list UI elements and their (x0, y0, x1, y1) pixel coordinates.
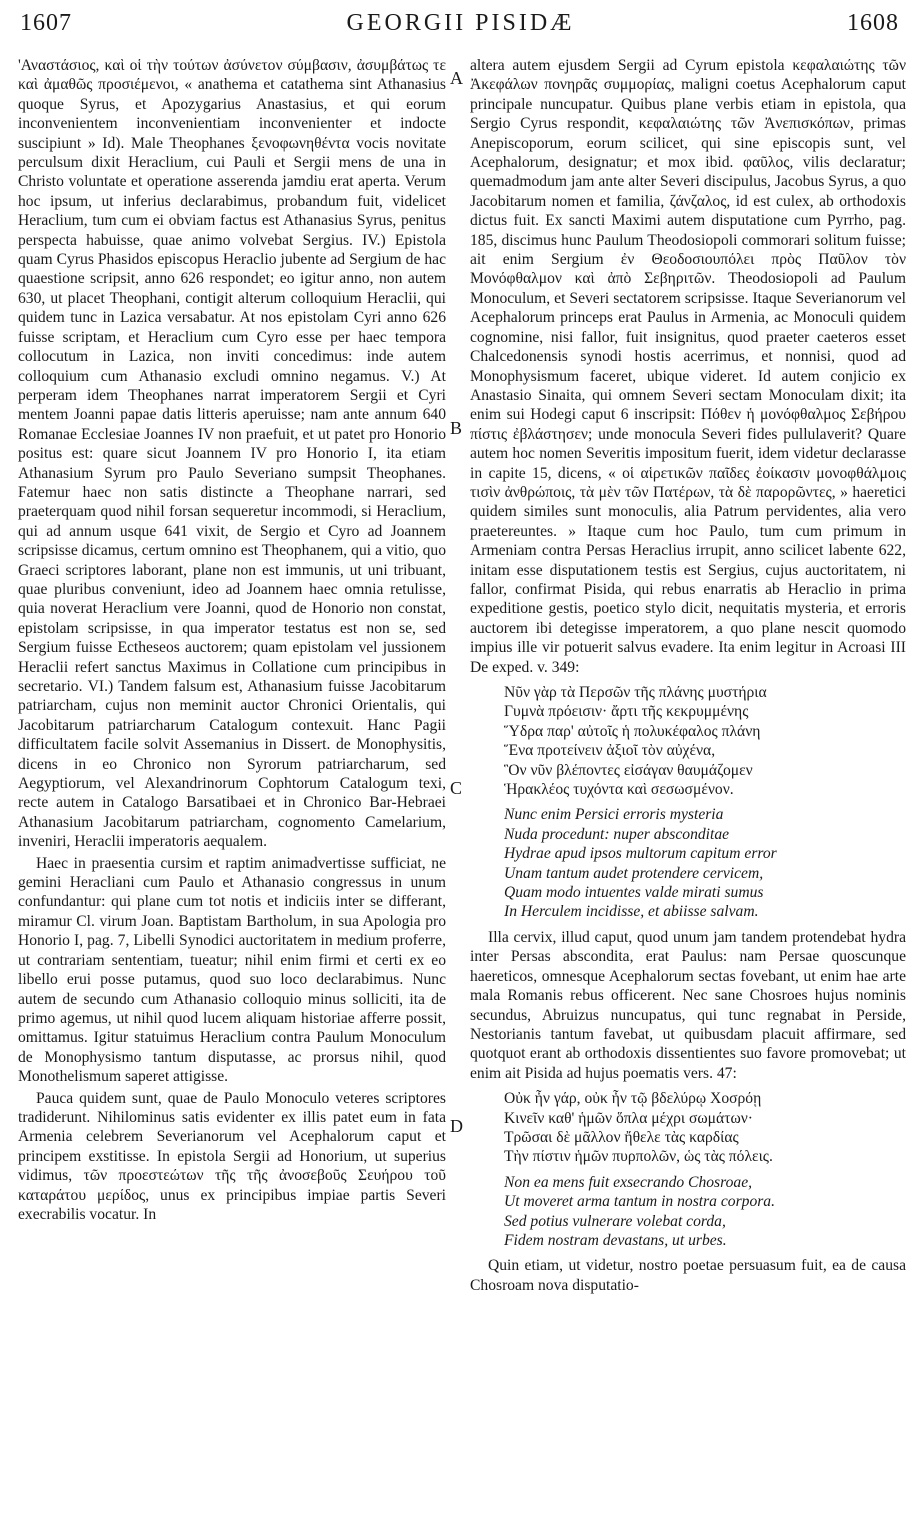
left-paragraph: Pauca quidem sunt, quae de Paulo Monoculo veteres scriptores tradiderunt. Nihilominus satis evidenter ex illis patet eum in fata Armenia celebrem Severianorum vel Acephalorum caput et principem exstitisse. In epistola Sergii ad Honorium, ut superius vidimus, τῶν προεστεώτων τῆς τῆς ἀνοσεβοῦς Σευήρου τοῦ καταράτου μερίδος, unus ex principibus impiae partis Severi execrabilis vocatur. In (18, 1089, 446, 1223)
verse-line: Ὕδρα παρ' αὐτοῖς ἡ πολυκέφαλος πλάνη (504, 722, 761, 740)
left-paragraph: 'Αναστάσιος, καὶ οἱ τὴν τούτων ἀσύνετον σύμβασιν, ἀσυμβάτως τε καὶ ἀμαθῶς προσιέμενοι, « anathema et catathema sint Athanasius quoque Syrus, et Apozygarius Anastasius, et qui eorum inconvenientem inconvenientiam inconvenienter et indocte suscipiunt » Id). Male Theophanes ξενοφωνηθέντα vocis novitate perculsum dixit Heraclium, cui Pauli et Sergii mens de una in Christo voluntate et operatione asserenda jamdiu erat aperta. Verum hoc ipsum, ut inferius declarabimus, probandum fuit, videlicet Heraclium, tum cum ei obviam factus est Athanasius Syrus, penitus perspecta habuisse, quae animo volvebat Sergius. IV.) Epistola quam Cyrus Phasidos episcopus Heraclio jubente ad Sergium de hac quaestione scripsit, anno 626 respondet; eo igitur anno, non autem 630, ut placet Theophani, contigit alterum colloquium Heraclii, qui quidem tunc in Lazica versabatur. At nos epistolam Cyri anno 626 fuisse scriptam, et Heraclium cum Cyro esse per haec tempora collocutum in Lazica, non inviti concedimus: inde autem colloquium cum Athanasio excludi omnino negamus. V.) At perperam idem Theophanes narrat imperatorem Sergii et Cyri mentem Joanni papae datis litteris aperuisse; nam ante annum 640 Romanae Ecclesiae Joannes IV non praefuit, et ut patet pro Honorio positus est: quare sicut Joannem IV pro Honorio I, ita etiam Athanasium Syrum pro Paulo Severiano sumpsit Theophanes. Fatemur haec non satis distincte a Theophane narrari, sed praeterquam quod nihil forsan sequeretur incommodi, si Heraclium, qui ad annum usque 641 vixit, de Sergio et Cyro ad Joannem scripsisse dicamus, certum omnino est Theophanem, qui a vitio, quo Graeci scriptores laborant, plane non est immunis, ut uni tribuant, quae pluribus conveniunt, ideo ad Joannem haec omnia retulisse, quia noverat Heraclium vere Joanni, quod de Honorio non constat, epistolam scripsisse, in qua imperator testatus est non se, sed Sergium fuisse Ectheseos auctorem; quam epistolam vel jussionem Heraclii refert sanctus Maximus in Collatione cum principibus in secretario. VI.) Tandem falsum est, Athanasium fuisse Jacobitarum patriarcham, cujus non meminit auctor Chronici Orientalis, qui Jacobitarum patriarcharum Catalogum contexuit. Hanc Pagii difficultatem facile solvit Assemanius in Dissert. de Monophysitis, dicens in eo Chronico non Syrorum patriarcharum, sed Aegyptiorum, vel Alexandrinorum Cophtorum Catalogum texi, recte autem in Catalogo Barsatibaei et in Chronico Bar-Hebraei Athanasium Jacobitarum patriarcham, cognomento Camelarium, inveniri, Heraclii imperatoris aequalem. (18, 57, 446, 851)
verse-line: Γυμνὰ πρόεισιν· ἄρτι τῆς κεκρυμμένης (504, 703, 749, 721)
verse-line: Οὐκ ἦν γάρ, οὐκ ἦν τῷ βδελύρῳ Χοσρόῃ (504, 1090, 762, 1108)
page-number-left: 1607 (20, 10, 72, 36)
page-number-right: 1608 (847, 10, 899, 36)
verse-line: Τρῶσαι δὲ μᾶλλον ἤθελε τὰς καρδίας (504, 1128, 739, 1146)
right-paragraph: Quin etiam, ut videtur, nostro poetae persuasum fuit, ea de causa Chosroam nova disputatio- (470, 1257, 906, 1294)
margin-marker-b: B (450, 418, 463, 438)
verse-line: Non ea mens fuit exsecrando Chosroae, (504, 1173, 753, 1191)
right-paragraph: altera autem ejusdem Sergii ad Cyrum epistola κεφαλαιώτης τῶν Ἀκεφάλων πονηρᾶς συμμορίας, maligni coetus Acephalorum caput principale nuncupatur. Quibus plane verbis etiam in epistola, qua Sergio Cyrus respondit, κεφαλαιώτης τῶν Ἀνεπισκόπων, primas Anepiscoporum, eorum scilicet, qui sine episcopis sunt, vel Acephalorum, designatur; et mox ibid. φαῦλος, vilis declaratur; quemadmodum jam ante alter Severi discipulus, Jacobus Syrus, a quo Jacobitarum nomen et familia, ζάνζαλος, id est culex, ab orthodoxis dictus fuit. Ex sancti Maximi autem disputatione cum Pyrrho, pag. 185, discimus hunc Paulum Theodosiopoli commorari solitum fuisse; ait enim Sergium ἐν Θεοδοσιουπόλει πρὸς Παῦλον τὸν Μονόφθαλμον καὶ ἀπὸ Σεβηριτῶν. Theodosiopoli ad Paulum Monoculum, et Severi sectatorem scripsisse. Itaque Severianorum vel Acephalorum princeps erat Paulus in Armenia, ac Monoculi quidem cognomine, nisi fallor, fuit insignitus, quod praeter caeteros esset Chalcedonensis synodi hostis acerrimus, et nonnisi, quod ad Monophysismum faceret, ubique videret. Id autem conjicio ex Anastasio Sinaita, qui omnem Severi sectam Monoculam dixit; ita enim sui Hodegi caput 6 inscripsit: Πόθεν ἡ μονόφθαλμος Σεβήρου πίστις ἐβλάστησεν; unde monocula Severi fides pullulaverit? Quare autem hoc nomen Severitis impositum fuerit, idem videtur declarasse in capite 15, dicens, « οἱ αἱρετικῶν παῖδες ἐοίκασιν μονοφθάλμοις τισὶν ἀνθρώποις, τὰ μὲν τῶν Πατέρων, τὰ δὲ παρορῶντες, » haeretici quidem similes sunt monoculis, alia Patrum pervidentes, alia vero praetereuntes. » Itaque cum hoc Paulo, tum cum primum in Armeniam contra Persas Heraclius irrupit, anno scilicet labente 622, initam esse disputationem testis est Sergius, cujus auctoritatem, ni fallor, confirmat Pisida, qui rebus enarratis ab Heraclio in prima expeditione gestis, poetico stylo dicit, nequitatis mysteria, et erroris auctorem ibi detegisse imperatorem, a quo plane nescit quomodo impius ille vir potuerit salvus evadere. Ita enim legitur in Acroasi III De exped. v. 349: (470, 57, 906, 676)
verse-line: Ἡρακλέος τυχόντα καὶ σεσωσμένον. (504, 781, 734, 799)
verse-line: Sed potius vulnerare volebat corda, (504, 1212, 726, 1230)
greek-verse-block (504, 683, 906, 799)
verse-line: Ἕνα προτείνειν ἀξιοῖ τὸν αὐχένα, (504, 742, 716, 760)
margin-marker-c: C (450, 778, 463, 798)
verse-line: Nunc enim Persici erroris mysteria (504, 806, 724, 824)
right-column (470, 56, 906, 1536)
verse-line: Κινεῖν καθ' ἡμῶν ὅπλα μέχρι σωμάτων· (504, 1109, 753, 1127)
verse-line: Τὴν πίστιν ἡμῶν πυρπολῶν, ὡς τὰς πόλεις. (504, 1148, 773, 1166)
latin-verse-block (504, 1173, 906, 1251)
margin-marker-d: D (450, 1116, 463, 1136)
verse-line: Hydrae apud ipsos multorum capitum error (504, 845, 777, 863)
greek-verse-block (504, 1089, 906, 1167)
latin-verse-block (504, 805, 906, 921)
verse-line: Νῦν γὰρ τὰ Περσῶν τῆς πλάνης μυστήρια (504, 684, 767, 701)
verse-line: Nuda procedunt: nuper absconditae (504, 825, 730, 843)
verse-line: Quam modo intuentes valde mirati sumus (504, 884, 764, 902)
verse-line: Ὃν νῦν βλέποντες εἰσάγαν θαυμάζομεν (504, 761, 753, 779)
running-title: GEORGII PISIDÆ (346, 10, 575, 36)
margin-marker-a: A (450, 68, 463, 88)
verse-line: Fidem nostram devastans, ut urbes. (504, 1231, 727, 1249)
left-column (18, 56, 446, 1536)
right-paragraph: Illa cervix, illud caput, quod unum jam tandem protendebat hydra inter Persas abscondita, erat Paulus: nam Persae quoscunque haereticos, omnesque Acephalorum sectas fovebant, ut enim hae arte mala Romanis rebus officerent. Nec sane Chosroes hujus nominis secundus, Abruizus nuncupatus, qui tunc regnabat in Perside, Nestorianis tantum favebat, ut quibusdam placuit affirmare, sed quotquot erant ab orthodoxis dissentientes suo favore promovebat; ut enim ait Pisida ad hujus poematis vers. 47: (470, 928, 906, 1082)
verse-line: In Herculem incidisse, et abiisse salvam. (504, 903, 759, 921)
verse-line: Ut moveret arma tantum in nostra corpora. (504, 1193, 776, 1211)
verse-line: Unam tantum audet protendere cervicem, (504, 864, 764, 882)
running-header (0, 10, 921, 46)
left-paragraph: Haec in praesentia cursim et raptim animadvertisse sufficiat, ne gemini Heracliani cum Paulo et Athanasio congressus in unum confundantur: qui plane cum tot notis et indiciis inter se differant, miramur Cl. virum Joan. Baptistam Bartholum, in sua Apologia pro Honorio I, pag. 7, Libelli Synodici auctoritatem in medium proferre, ut contrariam sententiam, tueatur; nihil enim firmi et certi ex eo libello erui posse putamus, quod suo loco declarabimus. Nunc autem de secundo cum Athanasio colloquio minus solliciti, ita de primo agemus, ut nihil quod lucem aliquam historiae afferre possit, omittamus. Igitur statuimus Heraclium contra Paulum Monoculum de Monophysismo tantum disputasse, ac prorsus nihil, quod Monothelismum saperet attigisse. (18, 854, 446, 1086)
